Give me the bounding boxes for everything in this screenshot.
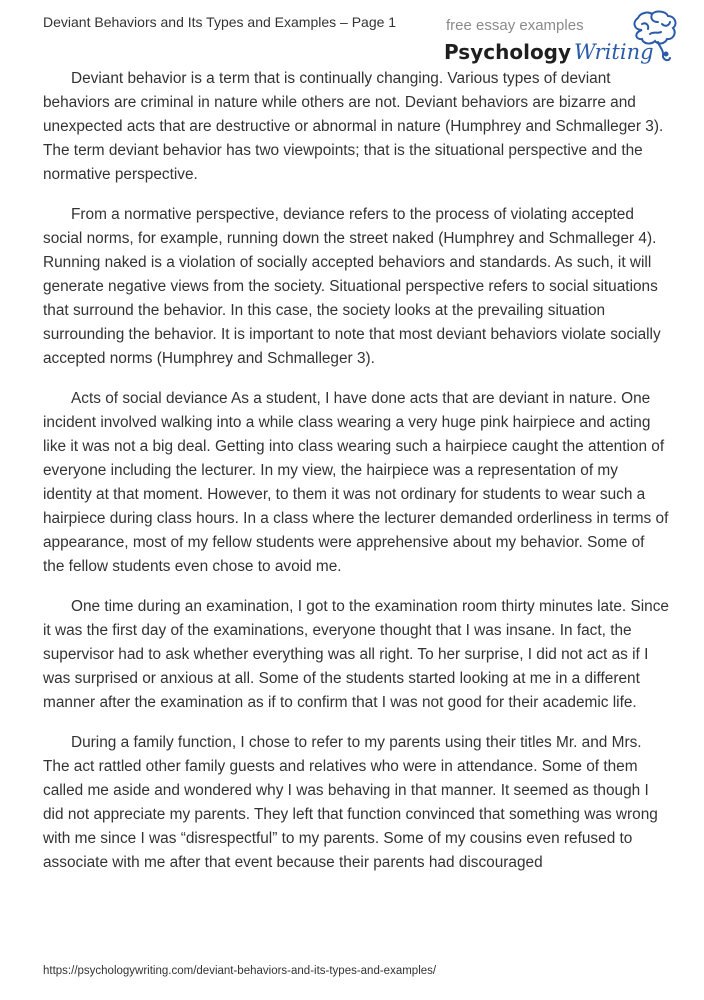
paragraph: Deviant behavior is a term that is continually changing. Various types of deviant behaviors are criminal in nature while others are not. Deviant behaviors are bizarre and unexpected acts that are destructive or abnormal in nature (Humphrey and Schmalleger 3). The term deviant behavior has two viewpoints; that is the situational perspective and the normative perspective. [43, 70, 664, 183]
logo-tagline: free essay examples [446, 17, 584, 34]
paragraph: Acts of social deviance As a student, I have done acts that are deviant in nature. One incident involved walking into a while class wearing a very huge pink hairpiece and acting like it was not a big deal. Getting into class wearing such a hairpiece caught the attention of everyone including the lecturer. In my view, the hairpiece was a representation of my identity at that moment. However, to them it was not ordinary for students to wear such a hairpiece during class hours. In a class where the lecturer demanded orderliness in terms of appearance, most of my fellow students were apprehensive about my behavior. Some of the fellow students even chose to avoid me. [43, 390, 669, 575]
psychologywriting-logo[interactable] [440, 10, 690, 70]
logo-brand [444, 40, 654, 67]
brain-icon [628, 10, 680, 66]
logo-brand-script: Writing [574, 40, 654, 64]
page-header-title: Deviant Behaviors and Its Types and Examples – Page 1 [43, 14, 397, 30]
paragraph: From a normative perspective, deviance refers to the process of violating accepted social norms, for example, running down the street naked (Humphrey and Schmalleger 4). Running naked is a violation of socially accepted behaviors and standards. As such, it will generate negative views from the society. Situational perspective refers to social situations that surround the behavior. In this case, the society looks at the prevailing situation surrounding the behavior. It is important to note that most deviant behaviors violate socially accepted norms (Humphrey and Schmalleger 3). [43, 206, 661, 367]
footer-url-link[interactable]: https://psychologywriting.com/deviant-behaviors-and-its-types-and-examples/ [43, 965, 437, 977]
paragraph: One time during an examination, I got to the examination room thirty minutes late. Since it was the first day of the examinations, everyone thought that I was insane. In fact, the supervisor had to ask whether everything was all right. To her surprise, I did not act as if I was surprised or anxious at all. Some of the students started looking at me in a different manner after the examination as if to confirm that I was not good for their academic life. [43, 598, 669, 711]
document-body [43, 67, 669, 891]
logo-brand-bold: Psychology [444, 40, 572, 64]
paragraph: During a family function, I chose to refer to my parents using their titles Mr. and Mrs. The act rattled other family guests and relatives who were in attendance. Some of them called me aside and wondered why I was behaving in that manner. It seemed as though I did not appreciate my parents. They left that function convinced that something was wrong with me since I was “disrespectful” to my parents. Some of my cousins even refused to associate with me after that event because their parents had discouraged [43, 734, 658, 871]
